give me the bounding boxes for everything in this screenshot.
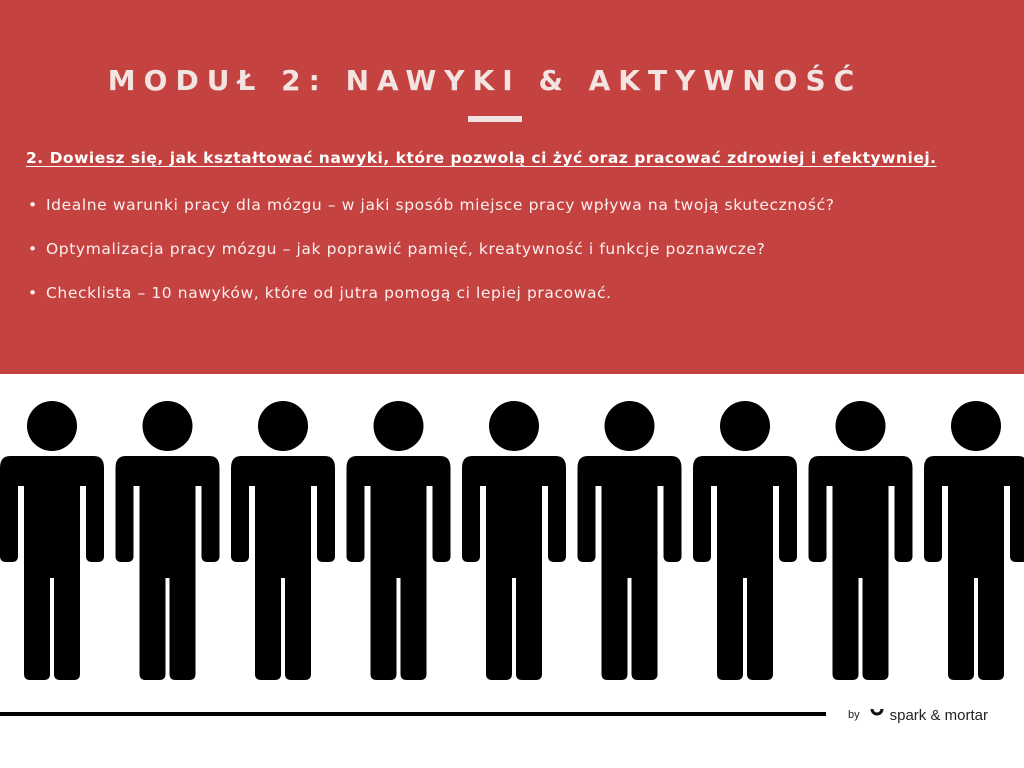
- slide-title: MODUŁ 2: NAWYKI & AKTYWNOŚĆ: [107, 64, 863, 97]
- bullet-list: [28, 193, 835, 325]
- person-icon: [116, 401, 220, 680]
- slide-subtitle: 2. Dowiesz się, jak kształtować nawyki, które pozwolą ci żyć oraz pracować zdrowiej i efektywniej.: [26, 149, 937, 167]
- person-icon: [578, 401, 682, 680]
- bullet-dot: •: [28, 196, 38, 214]
- title-divider: [468, 116, 522, 122]
- bullet-text: Optymalizacja pracy mózgu – jak poprawić pamięć, kreatywność i funkcje poznawcze?: [46, 240, 766, 258]
- people-illustration: [0, 398, 1024, 688]
- by-label: by: [848, 709, 860, 721]
- person-icon: [809, 401, 913, 680]
- brand-credit: [848, 703, 988, 727]
- spark-logo-icon: [870, 706, 884, 725]
- person-icon: [462, 401, 566, 680]
- bullet-item: [28, 193, 835, 237]
- header-banner: [0, 0, 1024, 374]
- bullet-item: [28, 237, 835, 281]
- bullet-text: Idealne warunki pracy dla mózgu – w jaki sposób miejsce pracy wpływa na twoją skuteczność?: [46, 196, 835, 214]
- person-icon: [347, 401, 451, 680]
- brand-name: spark & mortar: [889, 706, 988, 724]
- person-icon: [0, 401, 104, 680]
- bullet-text: Checklista – 10 nawyków, które od jutra pomogą ci lepiej pracować.: [46, 284, 612, 302]
- person-icon: [231, 401, 335, 680]
- person-icon: [693, 401, 797, 680]
- person-icon: [924, 401, 1024, 680]
- footer-rule: [0, 712, 826, 716]
- bullet-item: [28, 281, 835, 325]
- bullet-dot: •: [28, 240, 38, 258]
- bullet-dot: •: [28, 284, 38, 302]
